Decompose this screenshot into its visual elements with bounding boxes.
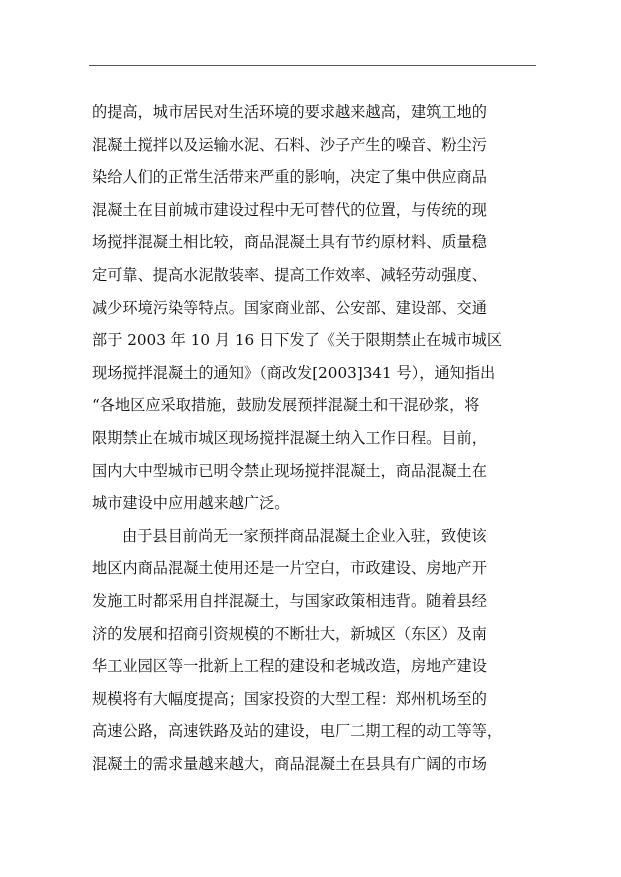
text-line-17: 济的发展和招商引资规模的不断壮大，新城区（东区）及南 (92, 624, 487, 643)
text-line-11: 限期禁止在城市城区现场搅拌混凝土纳入工作日程。目前， (92, 428, 487, 447)
text-line-9: 现场搅拌混凝土的通知》（商改发[2003]341 号），通知指出 (92, 363, 496, 382)
text-line-13: 城市建设中应用越来越广泛。 (92, 494, 290, 513)
text-line-6: 定可靠、提高水泥散装率、提高工作效率、减轻劳动强度、 (92, 265, 487, 284)
text-line-7: 减少环境污染等特点。国家商业部、公安部、建设部、交通 (92, 298, 487, 317)
text-line-18: 华工业园区等一批新上工程的建设和老城改造，房地产建设 (92, 657, 487, 676)
text-line-21: 混凝土的需求量越来越大，商品混凝土在县具有广阔的市场 (92, 754, 487, 773)
text-line-19: 规模将有大幅度提高；国家投资的大型工程：郑州机场至的 (92, 689, 487, 708)
text-line-20: 高速公路，高速铁路及站的建设，电厂二期工程的动工等等， (92, 722, 503, 741)
header-rule (89, 65, 536, 66)
text-line-3: 染给人们的正常生活带来严重的影响，决定了集中供应商品 (92, 168, 487, 187)
text-line-8: 部于 2003 年 10 月 16 日下发了《关于限期禁止在城市城区 (92, 331, 503, 350)
text-line-4: 混凝土在目前城市建设过程中无可替代的位置，与传统的现 (92, 200, 487, 219)
text-line-5: 场搅拌混凝土相比较，商品混凝土具有节约原材料、质量稳 (92, 233, 487, 252)
text-line-16: 发施工时都采用自拌混凝土，与国家政策相违背。随着县经 (92, 591, 487, 610)
text-line-15: 地区内商品混凝土使用还是一片空白，市政建设、房地产开 (92, 559, 487, 578)
text-line-12: 国内大中型城市已明令禁止现场搅拌混凝土，商品混凝土在 (92, 461, 487, 480)
document-body (92, 96, 532, 780)
text-line-1: 的提高，城市居民对生活环境的要求越来越高，建筑工地的 (92, 103, 487, 121)
text-line-10: “各地区应采取措施，鼓励发展预拌混凝土和干混砂浆，将 (92, 396, 480, 415)
text-line-14: 由于县目前尚无一家预拌商品混凝土企业入驻，致使该 (122, 526, 487, 545)
text-line-2: 混凝土搅拌以及运输水泥、石料、沙子产生的噪音、粉尘污 (92, 135, 487, 154)
